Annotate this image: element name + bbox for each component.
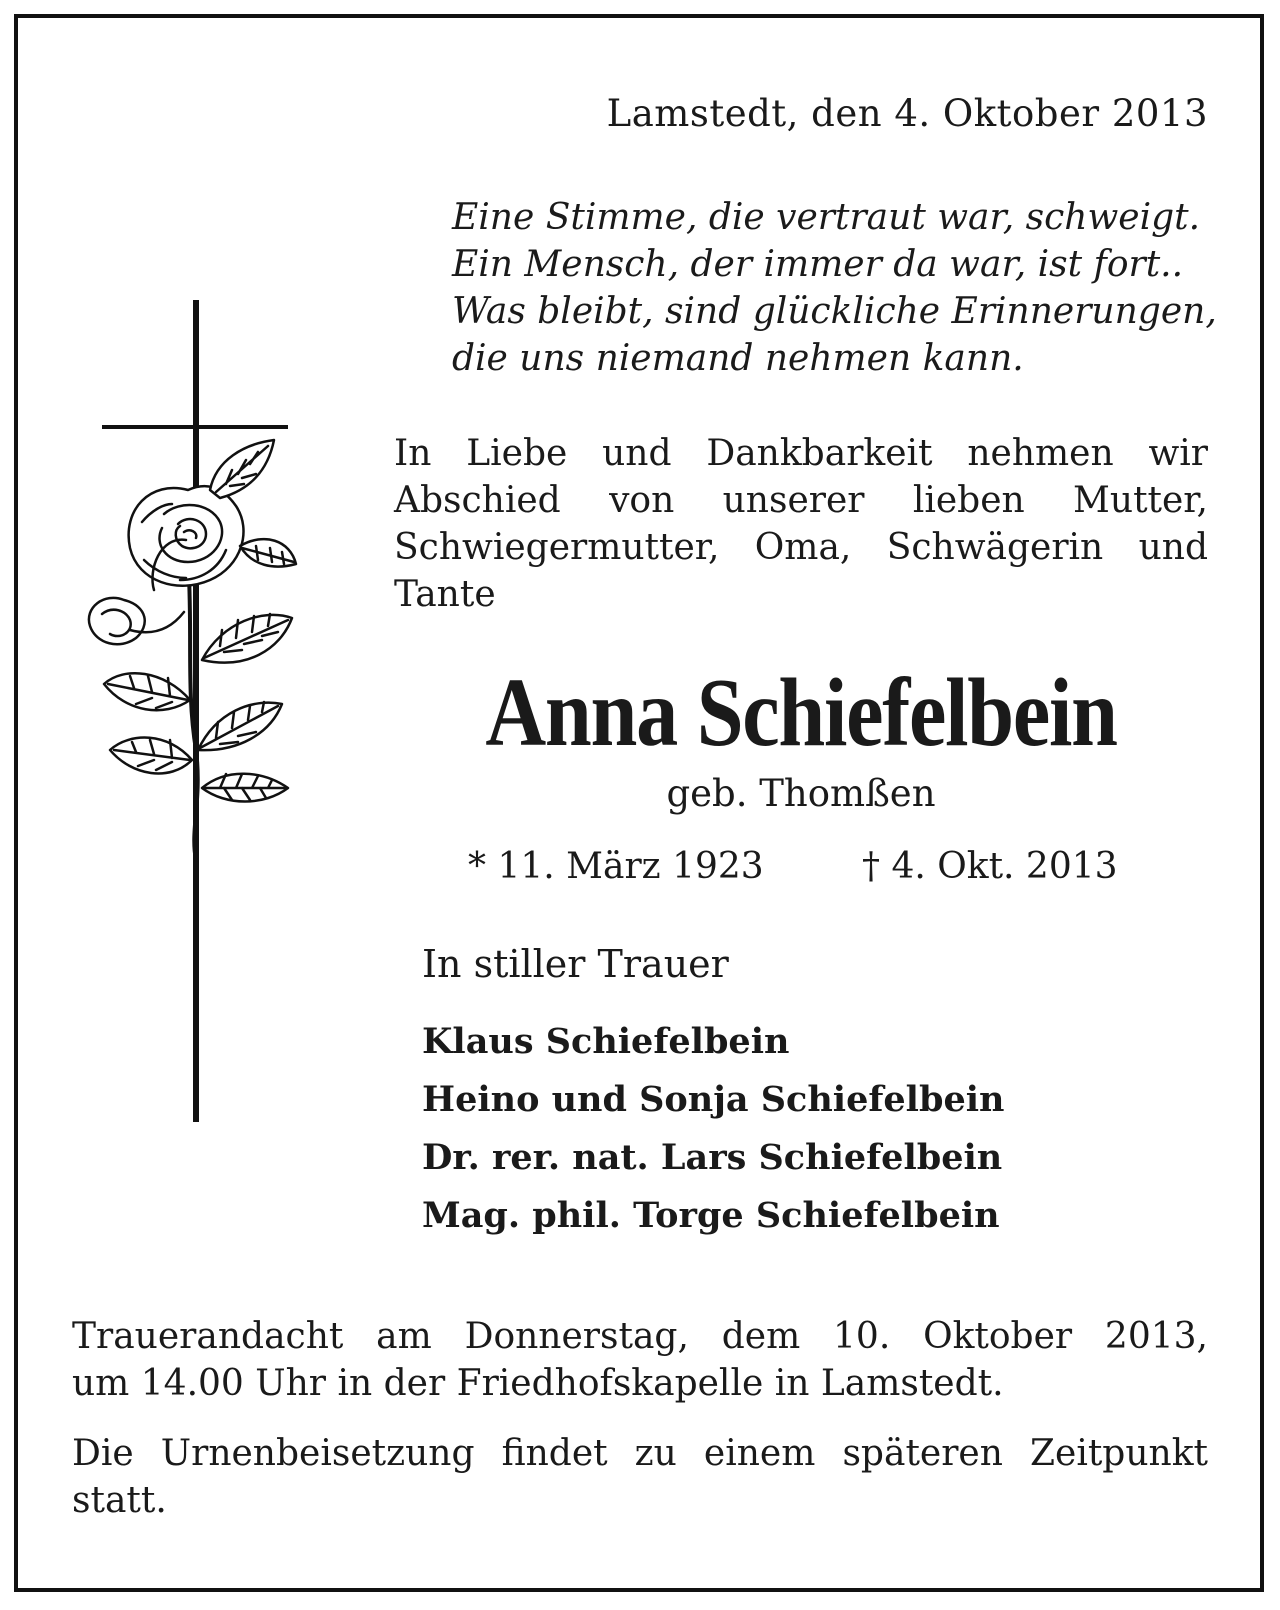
survivor-name: Mag. phil. Torge Schiefelbein (422, 1195, 1000, 1236)
survivor-name: Klaus Schiefelbein (422, 1021, 790, 1062)
deceased-name: Anna Schiefelbein (485, 659, 1117, 767)
survivors-list (422, 1013, 1004, 1245)
urn-burial-info (72, 1430, 1208, 1524)
poem (452, 194, 1217, 382)
intro-text: In Liebe und Dankbarkeit nehmen wir Abschied von unserer lieben Mutter, Schwiegermutter, Oma, Schwägerin und Tante (394, 433, 1208, 615)
mourning-label: In stiller Trauer (422, 942, 729, 986)
birth-date: * 11. März 1923 (468, 846, 764, 887)
maiden-name: geb. Thomßen (666, 772, 936, 815)
survivor-name: Dr. rer. nat. Lars Schiefelbein (422, 1137, 1003, 1178)
service-info (72, 1313, 1208, 1407)
service-line: Trauerandacht am Donnerstag, dem 10. Oktober 2013, (72, 1316, 1208, 1357)
poem-line: Eine Stimme, die vertraut war, schweigt. (452, 197, 1201, 238)
urn-line: Die Urnenbeisetzung findet zu einem späteren Zeitpunkt (72, 1433, 1208, 1474)
service-line: um 14.00 Uhr in der Friedhofskapelle in Lamstedt. (72, 1363, 1004, 1404)
place-date: Lamstedt, den 4. Oktober 2013 (606, 92, 1208, 135)
survivor-name: Heino und Sonja Schiefelbein (422, 1079, 1005, 1120)
death-date: † 4. Okt. 2013 (862, 846, 1118, 887)
poem-line: Ein Mensch, der immer da war, ist fort.. (452, 244, 1184, 285)
poem-line: die uns niemand nehmen kann. (452, 338, 1024, 379)
urn-line: statt. (72, 1480, 167, 1521)
rose-icon (89, 440, 296, 860)
poem-line: Was bleibt, sind glückliche Erinnerungen, (452, 291, 1217, 332)
cross-rose-illustration (60, 300, 320, 1140)
